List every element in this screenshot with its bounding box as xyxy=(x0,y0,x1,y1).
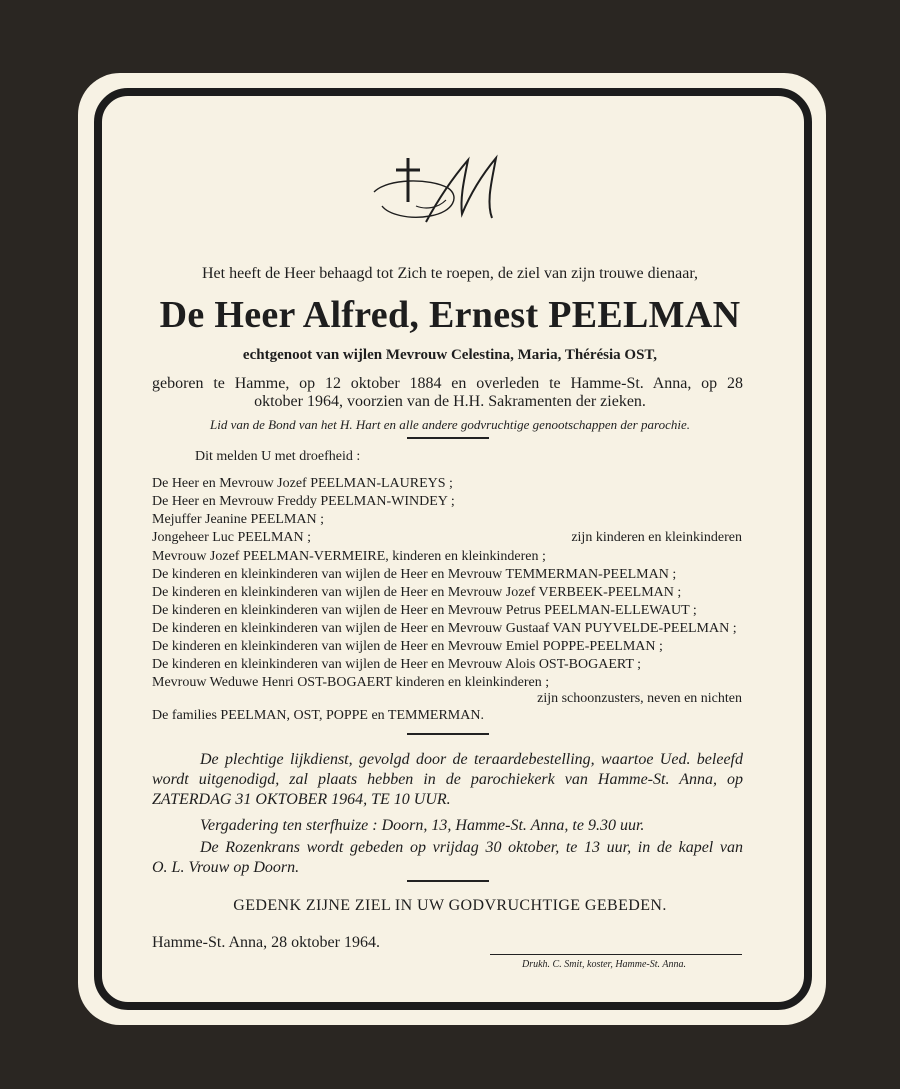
rosary-line-2: O. L. Vrouw op Doorn. xyxy=(152,859,300,876)
list-item: Jongeheer Luc PEELMAN ; xyxy=(152,530,312,545)
divider xyxy=(407,437,489,439)
cross-monogram-emblem xyxy=(368,150,508,230)
relatives-caption: zijn schoonzusters, neven en nichten xyxy=(537,691,742,706)
spouse-text: echtgenoot van wijlen Mevrouw Celestina, Maria, Thérésia OST, xyxy=(242,347,658,363)
service-line-3: ZATERDAG 31 OKTOBER 1964, TE 10 UUR. xyxy=(152,791,451,808)
families-text: De families PEELMAN, OST, POPPE en TEMMERMAN. xyxy=(152,708,484,723)
gathering-text: Vergadering ten sterfhuize : Doorn, 13, Hamme-St. Anna, te 9.30 uur. xyxy=(200,817,645,834)
service-line-1: De plechtige lijkdienst, gevolgd door de teraardebestelling, waartoe Ued. beleefd xyxy=(200,751,743,768)
deceased-name: De Heer Alfred, Ernest PEELMAN xyxy=(159,294,741,336)
printer-text: Drukh. C. Smit, koster, Hamme-St. Anna. xyxy=(522,959,686,970)
list-item: De Heer en Mevrouw Jozef PEELMAN-LAUREYS ; xyxy=(152,476,453,491)
list-item: Mevrouw Weduwe Henri OST-BOGAERT kinderen en kleinkinderen ; xyxy=(152,675,550,690)
membership-text: Lid van de Bond van het H. Hart en alle andere godvruchtige genootschappen der parochie. xyxy=(210,417,690,432)
announce-text: Dit melden U met droefheid : xyxy=(195,449,361,464)
intro-text: Het heeft de Heer behaagd tot Zich te roepen, de ziel van zijn trouwe dienaar, xyxy=(201,265,698,282)
list-item: De Heer en Mevrouw Freddy PEELMAN-WINDEY ; xyxy=(152,494,455,509)
children-caption: zijn kinderen en kleinkinderen xyxy=(571,530,742,545)
list-item: De kinderen en kleinkinderen van wijlen de Heer en Mevrouw Jozef VERBEEK-PEELMAN ; xyxy=(152,585,682,600)
list-item: De kinderen en kleinkinderen van wijlen de Heer en Mevrouw Emiel POPPE-PEELMAN ; xyxy=(152,639,663,654)
place-date: Hamme-St. Anna, 28 oktober 1964. xyxy=(152,934,380,951)
divider xyxy=(407,733,489,735)
prayer-text: GEDENK ZIJNE ZIEL IN UW GODVRUCHTIGE GEBEDEN. xyxy=(233,897,667,914)
divider xyxy=(407,880,489,882)
printer-rule xyxy=(490,954,742,955)
list-item: De kinderen en kleinkinderen van wijlen de Heer en Mevrouw Petrus PEELMAN-ELLEWAUT ; xyxy=(152,603,697,618)
service-line-2: wordt uitgenodigd, zal plaats hebben in de parochiekerk van Hamme-St. Anna, op xyxy=(152,771,743,788)
list-item: De kinderen en kleinkinderen van wijlen de Heer en Mevrouw Alois OST-BOGAERT ; xyxy=(152,657,642,672)
birth-death-line-1: geboren te Hamme, op 12 oktober 1884 en overleden te Hamme-St. Anna, op 28 xyxy=(152,375,743,392)
list-item: Mevrouw Jozef PEELMAN-VERMEIRE, kinderen en kleinkinderen ; xyxy=(152,549,546,564)
rosary-line-1: De Rozenkrans wordt gebeden op vrijdag 30 oktober, te 13 uur, in de kapel van xyxy=(200,839,743,856)
list-item: De kinderen en kleinkinderen van wijlen de Heer en Mevrouw TEMMERMAN-PEELMAN ; xyxy=(152,567,677,582)
birth-death-line-2: oktober 1964, voorzien van de H.H. Sakramenten der zieken. xyxy=(254,393,646,410)
list-item: Mejuffer Jeanine PEELMAN ; xyxy=(152,512,324,527)
list-item: De kinderen en kleinkinderen van wijlen de Heer en Mevrouw Gustaaf VAN PUYVELDE-PEELMAN ; xyxy=(152,621,737,636)
